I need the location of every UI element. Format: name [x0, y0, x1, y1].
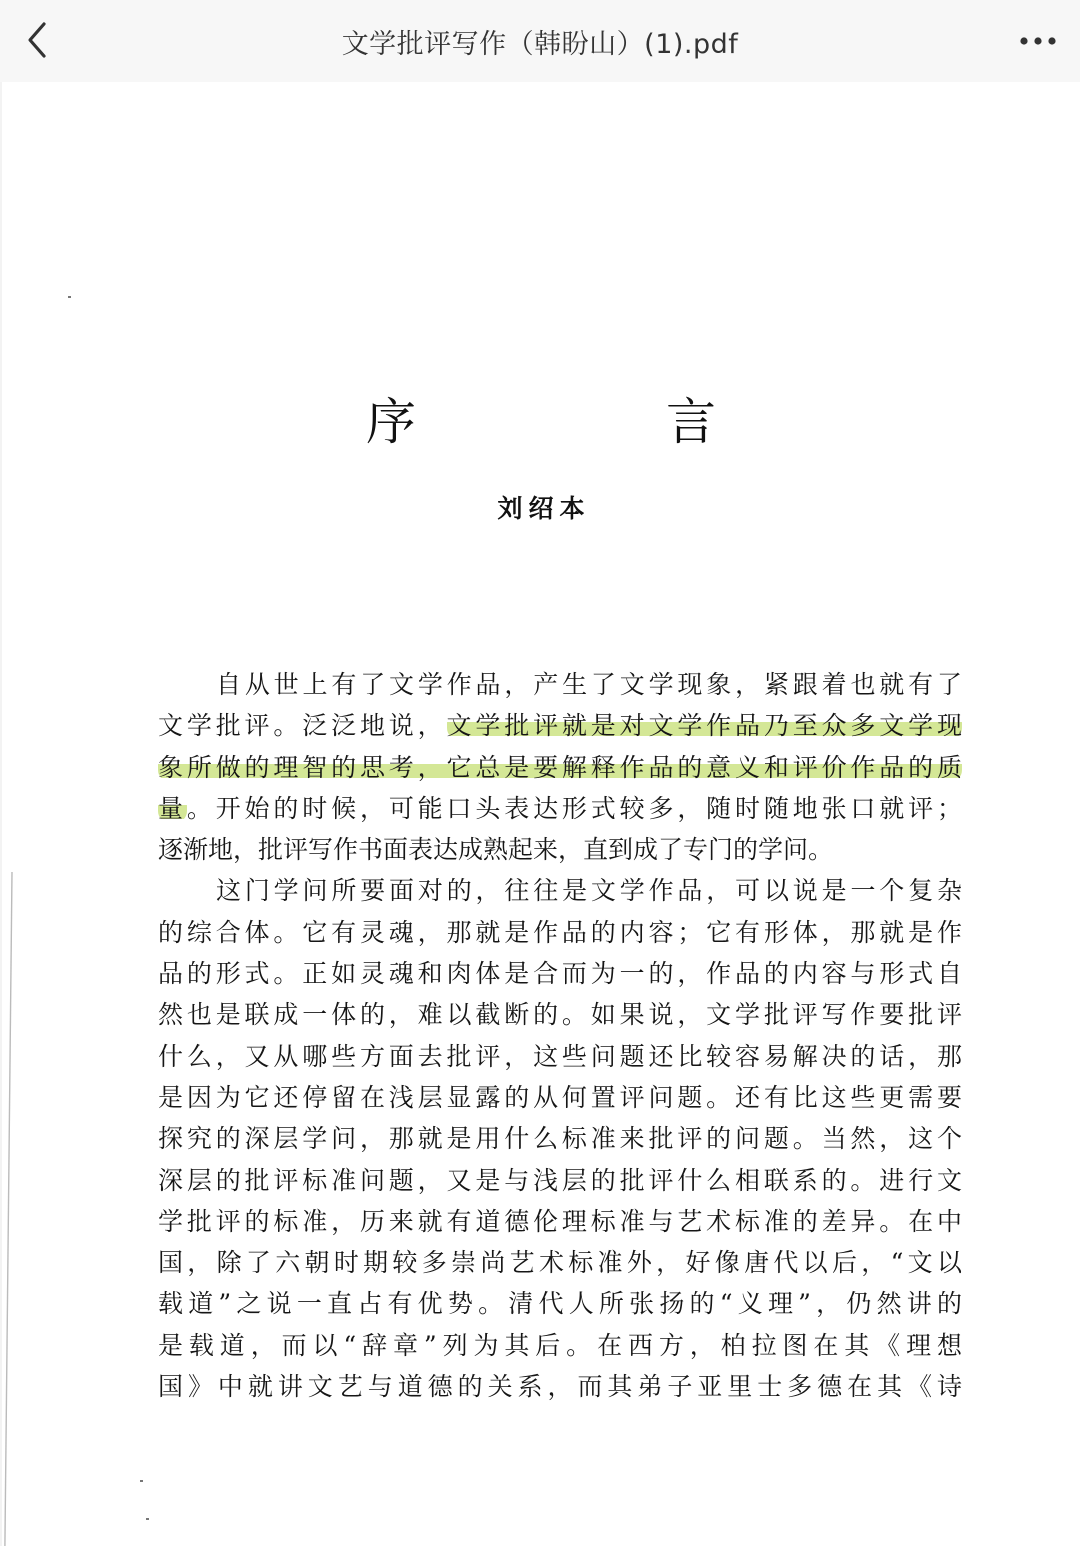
text-line: 自从世上有了文学作品，产生了文学现象，紧跟着也就有了 — [216, 670, 962, 699]
text-line: 国，除了六朝时期较多崇尚艺术标准外，好像唐代以后，“文以 — [158, 1248, 962, 1278]
more-options-button[interactable] — [1016, 26, 1060, 56]
text-line: 是因为它还停留在浅层显露的从何置评问题。还有比这些更需要 — [158, 1082, 962, 1112]
body-text — [158, 664, 962, 1407]
text-line: 逐渐地，批评写作书面表达成熟起来，直到成了专门的学问。 — [158, 835, 834, 865]
top-toolbar — [0, 0, 1080, 82]
text-line: 是载道，而以“辞章”列为其后。在西方，柏拉图在其《理想 — [158, 1330, 962, 1360]
scan-speck — [68, 296, 71, 298]
text-line: 国》中就讲文艺与道德的关系，而其弟子亚里士多德在其《诗 — [158, 1372, 962, 1402]
text-line: 然也是联成一体的，难以截断的。如果说，文学批评写作要批评 — [158, 1000, 962, 1030]
more-horizontal-icon — [1016, 26, 1060, 56]
text-line — [158, 788, 962, 829]
text-line: 载道”之说一直占有优势。清代人所张扬的“义理”，仍然讲的 — [158, 1289, 962, 1319]
text-line: 品的形式。正如灵魂和肉体是合而为一的，作品的内容与形式自 — [158, 959, 962, 989]
text-line — [158, 705, 962, 746]
text-line — [158, 747, 962, 788]
text-segment: 文学批评。泛泛地说， — [158, 711, 447, 741]
text-line: 什么，又从哪些方面去批评，这些问题还比较容易解决的话，那 — [158, 1041, 962, 1071]
text-segment: 。开始的时候，可能口头表达形式较多，随时随地张口就评； — [186, 793, 962, 823]
text-line: 探究的深层学问，那就是用什么标准来批评的问题。当然，这个 — [158, 1124, 962, 1154]
document-title: 文学批评写作（韩盼山）(1).pdf — [341, 29, 739, 60]
scan-speck — [140, 1480, 143, 1482]
scan-speck — [146, 1518, 149, 1520]
highlighted-text[interactable]: 量 — [158, 793, 187, 823]
text-line: 学批评的标准，历来就有道德伦理标准与艺术标准的差异。在中 — [158, 1206, 962, 1236]
chapter-title: 序 言 — [366, 393, 816, 451]
author-name: 刘绍本 — [497, 494, 591, 523]
text-line: 这门学问所要面对的，往往是文学作品，可以说是一个复杂 — [216, 876, 962, 906]
highlighted-text[interactable]: 象所做的理智的思考，它总是要解释作品的意义和评价作品的质 — [158, 752, 962, 782]
pdf-page[interactable] — [2, 82, 1080, 1546]
page-edge-shadow — [2, 872, 16, 1546]
highlighted-text[interactable]: 文学批评就是对文学作品乃至众多文学现 — [446, 711, 962, 741]
text-line: 深层的批评标准问题，又是与浅层的批评什么相联系的。进行文 — [158, 1165, 962, 1195]
text-line: 的综合体。它有灵魂，那就是作品的内容；它有形体，那就是作 — [158, 917, 962, 947]
